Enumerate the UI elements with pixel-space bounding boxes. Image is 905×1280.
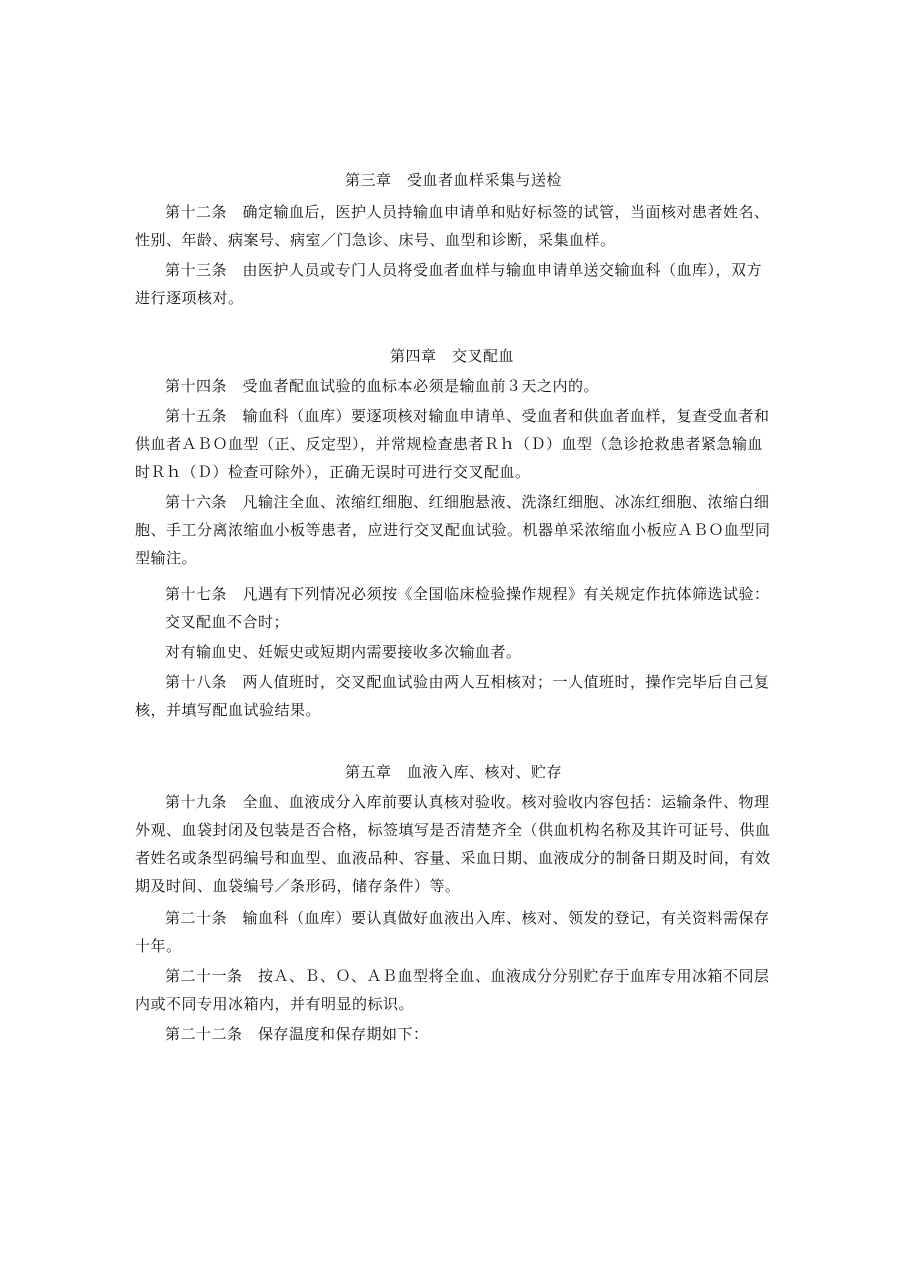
article-12-line-1: 第十二条 确定输血后，医护人员持输血申请单和贴好标签的试管，当面核对患者姓名、 bbox=[165, 203, 770, 221]
article-16-line-3: 型输注。 bbox=[135, 549, 198, 567]
article-15-line-1: 第十五条 输血科（血库）要逐项核对输血申请单、受血者和供血者血样，复查受血者和 bbox=[165, 407, 770, 425]
article-14-line-1: 第十四条 受血者配血试验的血标本必须是输血前３天之内的。 bbox=[165, 377, 600, 395]
article-19-line-2: 外观、血袋封闭及包装是否合格，标签填写是否清楚齐全（供血机构名称及其许可证号、供血 bbox=[135, 821, 771, 839]
article-22-line-1: 第二十二条 保存温度和保存期如下： bbox=[165, 1025, 429, 1043]
article-16-line-2: 胞、手工分离浓缩血小板等患者，应进行交叉配血试验。机器单采浓缩血小板应ＡＢＯ血型同 bbox=[135, 521, 771, 539]
article-19-line-3: 者姓名或条型码编号和血型、血液品种、容量、采血日期、血液成分的制备日期及时间，有效 bbox=[135, 849, 771, 867]
article-15-line-3: 时Ｒｈ（Ｄ）检查可除外），正确无误时可进行交叉配血。 bbox=[135, 463, 531, 481]
article-21-line-1: 第二十一条 按Ａ、Ｂ、Ｏ、ＡＢ血型将全血、血液成分分别贮存于血库专用冰箱不同层 bbox=[165, 967, 770, 985]
article-12-line-2: 性别、年龄、病案号、病室／门急诊、床号、血型和诊断，采集血样。 bbox=[135, 231, 616, 249]
article-13-line-1: 第十三条 由医护人员或专门人员将受血者血样与输血申请单送交输血科（血库），双方 bbox=[165, 261, 763, 279]
article-17-line-1: 第十七条 凡遇有下列情况必须按《全国临床检验操作规程》有关规定作抗体筛选试验： bbox=[165, 585, 770, 603]
article-18-line-2: 核，并填写配血试验结果。 bbox=[135, 701, 322, 719]
chapter-3-title: 第三章 受血者血样采集与送检 bbox=[345, 171, 563, 189]
article-16-line-1: 第十六条 凡输注全血、浓缩红细胞、红细胞悬液、洗涤红细胞、冰冻红细胞、浓缩白细 bbox=[165, 493, 770, 511]
article-20-line-1: 第二十条 输血科（血库）要认真做好血液出入库、核对、领发的登记，有关资料需保存 bbox=[165, 909, 770, 927]
article-17-item-1: 交叉配血不合时； bbox=[165, 613, 290, 631]
chapter-4-title: 第四章 交叉配血 bbox=[390, 347, 515, 365]
article-17-item-2: 对有输血史、妊娠史或短期内需要接收多次输血者。 bbox=[165, 643, 522, 661]
article-21-line-2: 内或不同专用冰箱内，并有明显的标识。 bbox=[135, 995, 415, 1013]
chapter-5-title: 第五章 血液入库、核对、贮存 bbox=[345, 763, 563, 781]
article-19-line-4: 期及时间、血袋编号／条形码，储存条件）等。 bbox=[135, 877, 461, 895]
article-13-line-2: 进行逐项核对。 bbox=[135, 289, 244, 307]
article-20-line-2: 十年。 bbox=[135, 937, 182, 955]
article-18-line-1: 第十八条 两人值班时，交叉配血试验由两人互相核对；一人值班时，操作完毕后自己复 bbox=[165, 673, 770, 691]
article-15-line-2: 供血者ＡＢＯ血型（正、反定型），并常规检查患者Ｒｈ（Ｄ）血型（急诊抢救患者紧急输血 bbox=[135, 435, 764, 453]
article-19-line-1: 第十九条 全血、血液成分入库前要认真核对验收。核对验收内容包括：运输条件、物理 bbox=[165, 793, 770, 811]
